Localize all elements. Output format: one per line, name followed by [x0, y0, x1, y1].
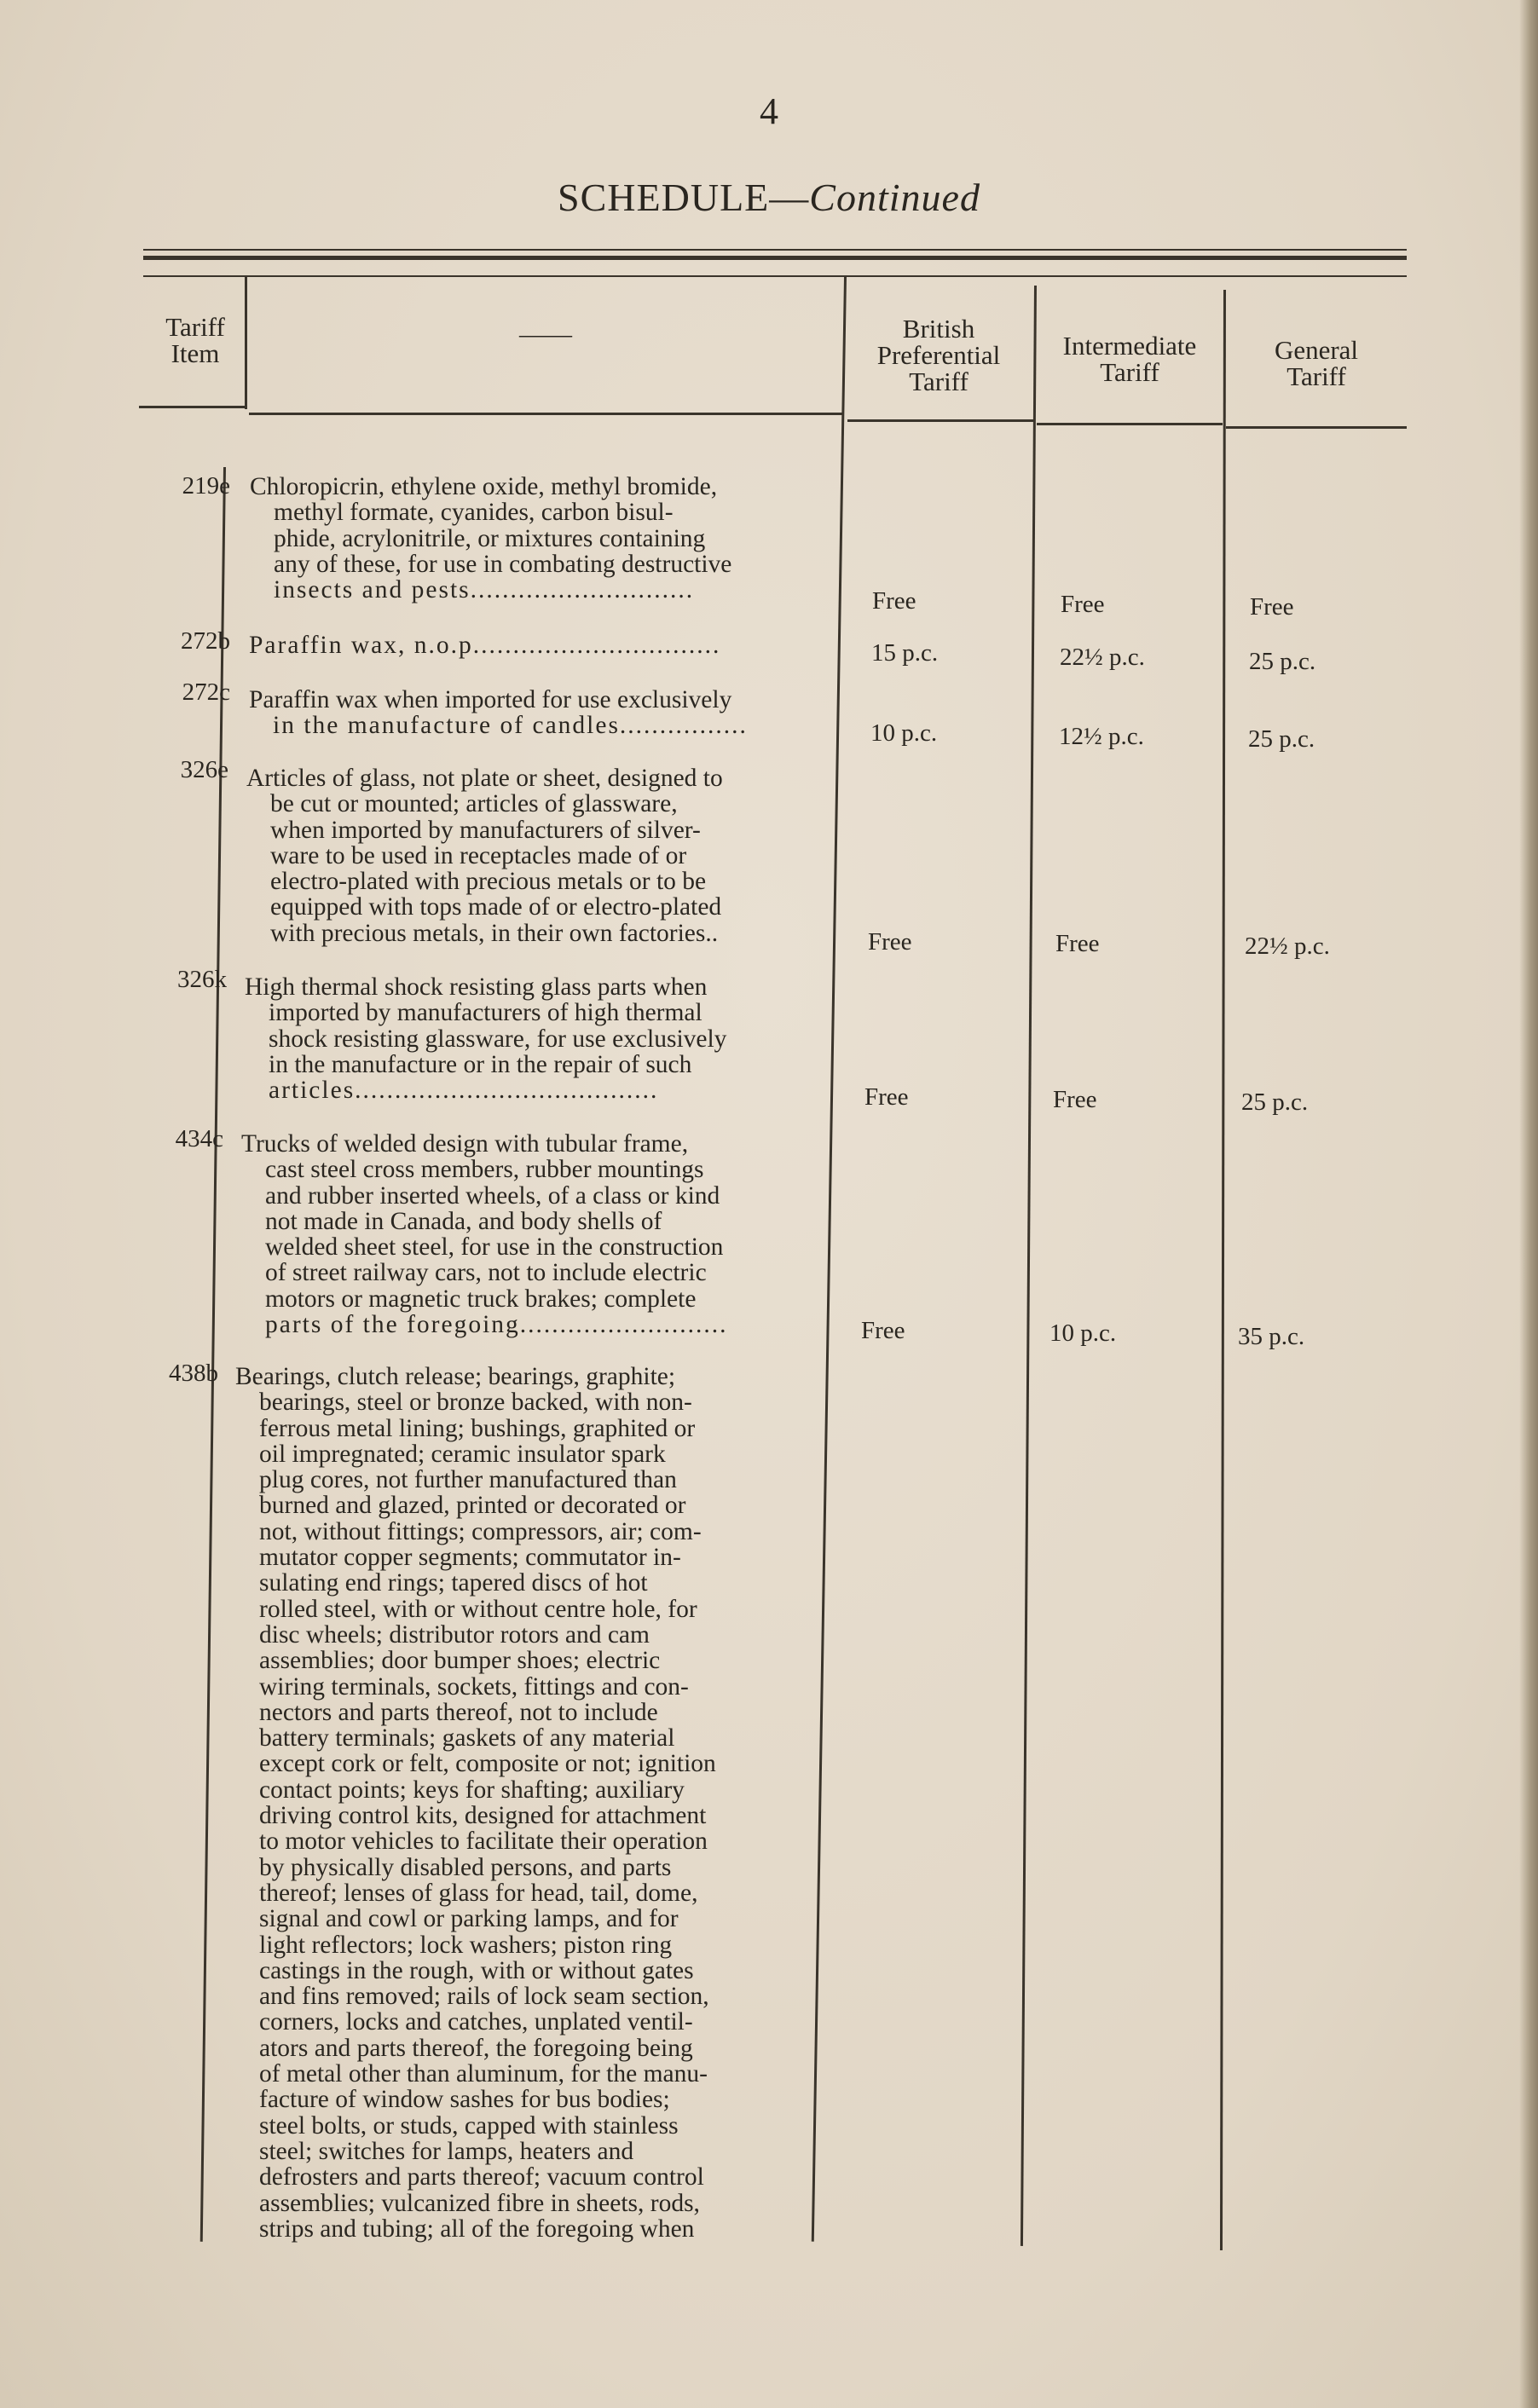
tariff-description — [250, 474, 838, 603]
description-line: insects and pests............................ — [274, 576, 695, 604]
column-rule-item — [245, 277, 247, 409]
british-rate: 15 p.c. — [871, 639, 939, 667]
description-line: Paraffin wax, n.o.p............................... — [249, 632, 721, 659]
top-rule-thick — [143, 256, 1407, 260]
description-line: facture of window sashes for bus bodies; — [259, 2086, 670, 2114]
description-line: with precious metals, in their own factories.. — [270, 919, 719, 947]
description-line: cast steel cross members, rubber mountings — [265, 1156, 704, 1184]
description-line: steel; switches for lamps, heaters and — [259, 2137, 634, 2165]
description-line: disc wheels; distributor rotors and cam — [259, 1620, 650, 1649]
description-line: burned and glazed, printed or decorated or — [259, 1492, 686, 1520]
description-line: defrosters and parts thereof; vacuum control — [259, 2163, 704, 2191]
description-line: ferrous metal lining; bushings, graphited or — [259, 1414, 696, 1442]
description-line: imported by manufacturers of high thermal — [269, 999, 703, 1027]
description-line: mutator copper segments; commutator in- — [259, 1544, 681, 1572]
british-rate: Free — [864, 1083, 909, 1111]
description-line: ators and parts thereof, the foregoing being — [259, 2034, 693, 2062]
description-line: ware to be used in receptacles made of or — [270, 841, 687, 869]
description-line: oil impregnated; ceramic insulator spark — [259, 1440, 666, 1468]
column-rule-intermediate — [1021, 286, 1037, 2246]
general-rate: 25 p.c. — [1241, 1089, 1309, 1116]
general-rate: 25 p.c. — [1248, 725, 1315, 753]
description-line: methyl formate, cyanides, carbon bisul- — [274, 499, 674, 527]
description-line: rolled steel, with or without centre hole, for — [259, 1595, 697, 1623]
description-line: to motor vehicles to facilitate their operation — [259, 1828, 708, 1856]
header-rule-general — [1226, 426, 1407, 429]
header-rule-item — [139, 406, 245, 408]
description-line: in the manufacture or in the repair of such — [269, 1050, 692, 1078]
description-line: phide, acrylonitrile, or mixtures containing — [274, 524, 706, 552]
tariff-item-code: 272b — [181, 627, 230, 655]
header-british-line1: British — [902, 314, 975, 344]
header-general-line1: General — [1274, 335, 1359, 365]
header-general-line2: Tariff — [1286, 361, 1346, 391]
header-tariff-item-line1: Tariff — [165, 312, 225, 342]
british-rate: Free — [868, 928, 912, 956]
description-line: Trucks of welded design with tubular frame, — [241, 1130, 689, 1158]
description-line: by physically disabled persons, and parts — [259, 1853, 672, 1881]
tariff-description — [235, 1364, 824, 2242]
description-line: Bearings, clutch release; bearings, graphite; — [235, 1363, 676, 1390]
tariff-item-code: 434c — [175, 1125, 223, 1152]
description-line: electro-plated with precious metals or to be — [270, 868, 707, 896]
header-british-line3: Tariff — [909, 367, 968, 396]
schedule-title-dash: — — [769, 176, 810, 219]
description-line: castings in the rough, with or without gates — [259, 1956, 694, 1984]
header-description: —— — [519, 319, 572, 349]
description-line: be cut or mounted; articles of glassware, — [270, 790, 678, 818]
description-line: thereof; lenses of glass for head, tail, dome, — [259, 1879, 698, 1907]
general-rate: 25 p.c. — [1249, 648, 1316, 675]
description-line: motors or magnetic truck brakes; complete — [265, 1285, 697, 1313]
description-line: articles...................................... — [269, 1077, 659, 1105]
schedule-title-main: SCHEDULE — [558, 176, 770, 219]
tariff-description — [246, 765, 835, 946]
description-line: parts of the foregoing.......................... — [265, 1311, 728, 1339]
tariff-description — [241, 1131, 830, 1337]
page-number: 4 — [760, 90, 778, 132]
schedule-title — [0, 175, 1538, 220]
description-line: light reflectors; lock washers; piston ring — [259, 1931, 673, 1959]
description-line: plug cores, not further manufactured than — [259, 1466, 677, 1494]
header-british-preferential — [844, 315, 1033, 395]
general-rate: 22½ p.c. — [1245, 933, 1330, 960]
description-line: and fins removed; rails of lock seam section, — [259, 1983, 709, 2011]
intermediate-rate: Free — [1061, 591, 1105, 618]
header-tariff-item — [145, 314, 246, 367]
top-rule-thin-2 — [143, 275, 1407, 277]
description-line: not made in Canada, and body shells of — [265, 1207, 662, 1235]
tariff-description — [245, 974, 833, 1103]
description-line: when imported by manufacturers of silver- — [270, 816, 701, 844]
intermediate-rate: Free — [1053, 1086, 1097, 1113]
tariff-item-code: 272c — [182, 679, 230, 706]
page-edge-shadow — [1519, 0, 1538, 2408]
tariff-item-code: 326k — [177, 966, 227, 993]
description-line: Paraffin wax when imported for use exclusively — [249, 686, 732, 713]
intermediate-rate: 22½ p.c. — [1060, 644, 1145, 671]
column-rule-general — [1220, 290, 1226, 2250]
general-rate: 35 p.c. — [1238, 1323, 1305, 1350]
british-rate: Free — [861, 1317, 905, 1344]
description-line: of metal other than aluminum, for the manu- — [259, 2060, 708, 2088]
header-tariff-item-line2: Item — [171, 338, 220, 368]
description-line: corners, locks and catches, unplated ventil- — [259, 2008, 693, 2036]
header-general — [1226, 337, 1407, 390]
description-line: driving control kits, designed for attachment — [259, 1802, 707, 1830]
tariff-item-code: 219e — [182, 472, 230, 500]
description-line: steel bolts, or studs, capped with stainless — [259, 2111, 679, 2139]
tariff-description — [249, 632, 837, 658]
description-line: equipped with tops made of or electro-plated — [270, 893, 722, 921]
tariff-item-code: 438b — [169, 1360, 218, 1387]
header-rule-desc — [249, 413, 843, 415]
tariff-item-code: 326e — [180, 756, 228, 783]
intermediate-rate: 10 p.c. — [1049, 1319, 1117, 1347]
top-rule-thin — [143, 249, 1407, 251]
description-line: any of these, for use in combating destructive — [274, 550, 732, 578]
description-line: except cork or felt, composite or not; ignition — [259, 1750, 716, 1778]
header-intermediate — [1036, 332, 1223, 385]
british-rate: 10 p.c. — [870, 719, 938, 747]
description-line: assemblies; door bumper shoes; electric — [259, 1647, 661, 1675]
header-rule-british — [847, 419, 1033, 422]
tariff-description — [249, 687, 837, 739]
header-intermediate-line2: Tariff — [1100, 357, 1159, 387]
description-line: Articles of glass, not plate or sheet, designed to — [246, 765, 723, 792]
description-line: wiring terminals, sockets, fittings and con- — [259, 1672, 689, 1701]
description-line: not, without fittings; compressors, air; com- — [259, 1517, 702, 1545]
description-line: Chloropicrin, ethylene oxide, methyl bromide, — [250, 473, 718, 500]
description-line: assemblies; vulcanized fibre in sheets, rods, — [259, 2189, 700, 2217]
description-line: signal and cowl or parking lamps, and for — [259, 1905, 679, 1933]
description-line: of street railway cars, not to include electric — [265, 1259, 707, 1287]
description-line: battery terminals; gaskets of any material — [259, 1724, 675, 1753]
intermediate-rate: 12½ p.c. — [1059, 723, 1144, 750]
general-rate: Free — [1250, 593, 1294, 621]
description-line: nectors and parts thereof, not to include — [259, 1698, 658, 1726]
header-rule-intermediate — [1037, 423, 1223, 425]
description-line: contact points; keys for shafting; auxiliary — [259, 1776, 685, 1804]
description-line: High thermal shock resisting glass parts when — [245, 973, 708, 1001]
description-line: bearings, steel or bronze backed, with non- — [259, 1389, 692, 1417]
description-line: in the manufacture of candles................ — [273, 712, 748, 740]
schedule-title-continued: Continued — [809, 176, 980, 219]
description-line: welded sheet steel, for use in the construction — [265, 1233, 724, 1262]
description-line: and rubber inserted wheels, of a class or kind — [265, 1181, 720, 1210]
intermediate-rate: Free — [1055, 930, 1100, 957]
description-line: strips and tubing; all of the foregoing when — [259, 2215, 695, 2243]
header-intermediate-line1: Intermediate — [1062, 331, 1197, 361]
column-rule-desc-lower — [200, 467, 226, 2242]
header-british-line2: Preferential — [876, 340, 1001, 370]
british-rate: Free — [872, 587, 916, 615]
description-line: sulating end rings; tapered discs of hot — [259, 1569, 648, 1597]
description-line: shock resisting glassware, for use exclusively — [269, 1025, 727, 1053]
